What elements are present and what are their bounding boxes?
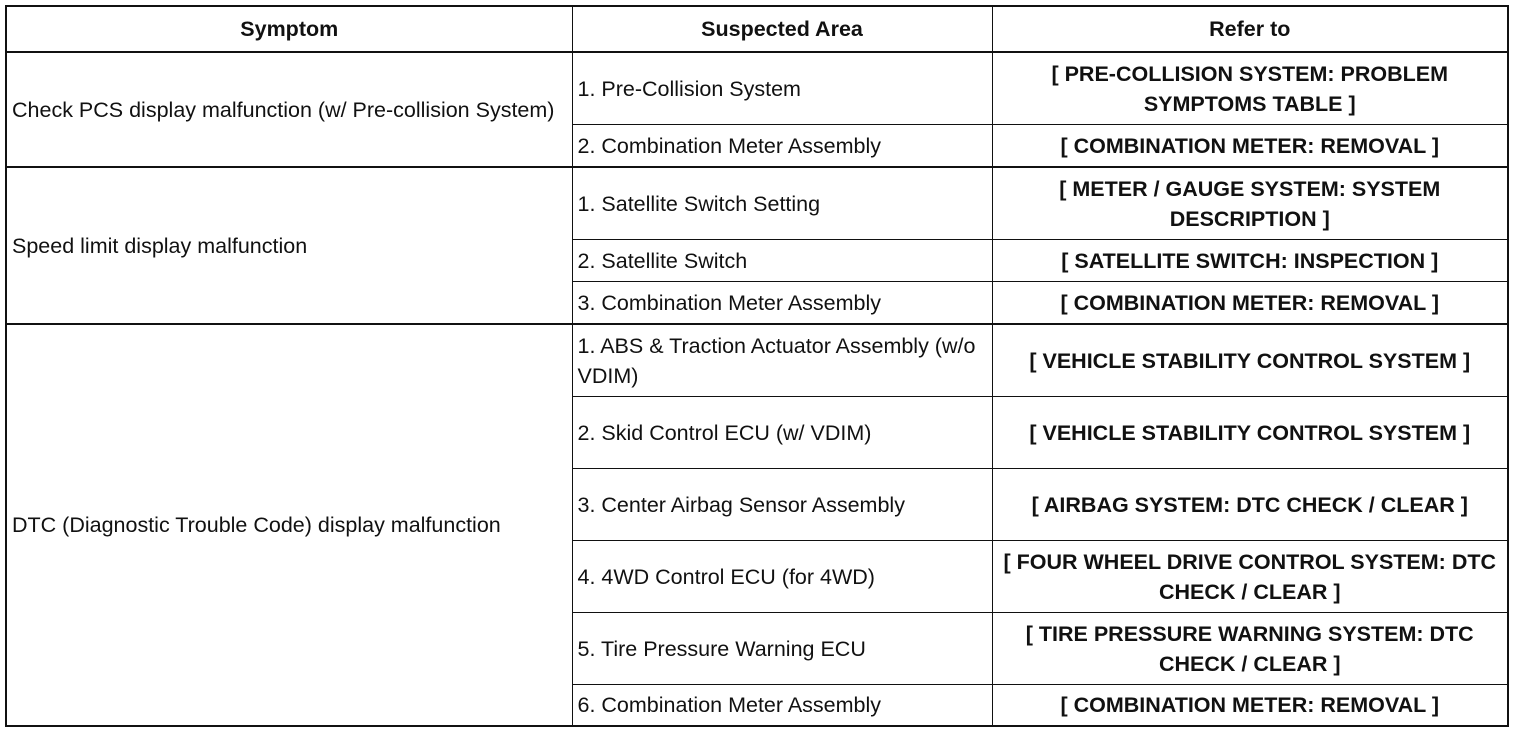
symptom-cell: DTC (Diagnostic Trouble Code) display malfunction (6, 324, 572, 726)
table-row (6, 167, 1508, 240)
suspected-area-cell: 1. ABS & Traction Actuator Assembly (w/o VDIM) (572, 324, 992, 397)
suspected-area-cell: 3. Center Airbag Sensor Assembly (572, 469, 992, 541)
problem-symptoms-table (5, 5, 1509, 727)
symptom-cell: Check PCS display malfunction (w/ Pre-collision System) (6, 52, 572, 167)
suspected-area-cell: 1. Satellite Switch Setting (572, 167, 992, 240)
suspected-area-cell: 6. Combination Meter Assembly (572, 685, 992, 727)
suspected-area-cell: 2. Skid Control ECU (w/ VDIM) (572, 397, 992, 469)
header-suspected-area: Suspected Area (572, 6, 992, 52)
symptom-table-container (5, 5, 1507, 727)
refer-link[interactable]: [ PRE-COLLISION SYSTEM: PROBLEM SYMPTOMS TABLE ] (992, 52, 1508, 125)
table-row (6, 52, 1508, 125)
refer-link[interactable]: [ VEHICLE STABILITY CONTROL SYSTEM ] (992, 397, 1508, 469)
suspected-area-cell: 4. 4WD Control ECU (for 4WD) (572, 541, 992, 613)
refer-link[interactable]: [ FOUR WHEEL DRIVE CONTROL SYSTEM: DTC CHECK / CLEAR ] (992, 541, 1508, 613)
refer-link[interactable]: [ COMBINATION METER: REMOVAL ] (992, 125, 1508, 168)
header-row (6, 6, 1508, 52)
suspected-area-cell: 3. Combination Meter Assembly (572, 282, 992, 325)
refer-link[interactable]: [ METER / GAUGE SYSTEM: SYSTEM DESCRIPTION ] (992, 167, 1508, 240)
header-symptom: Symptom (6, 6, 572, 52)
refer-link[interactable]: [ TIRE PRESSURE WARNING SYSTEM: DTC CHECK / CLEAR ] (992, 613, 1508, 685)
suspected-area-cell: 1. Pre-Collision System (572, 52, 992, 125)
header-refer-to: Refer to (992, 6, 1508, 52)
refer-link[interactable]: [ COMBINATION METER: REMOVAL ] (992, 282, 1508, 325)
refer-link[interactable]: [ COMBINATION METER: REMOVAL ] (992, 685, 1508, 727)
table-row (6, 324, 1508, 397)
suspected-area-cell: 2. Combination Meter Assembly (572, 125, 992, 168)
symptom-cell: Speed limit display malfunction (6, 167, 572, 324)
suspected-area-cell: 2. Satellite Switch (572, 240, 992, 282)
refer-link[interactable]: [ SATELLITE SWITCH: INSPECTION ] (992, 240, 1508, 282)
refer-link[interactable]: [ AIRBAG SYSTEM: DTC CHECK / CLEAR ] (992, 469, 1508, 541)
suspected-area-cell: 5. Tire Pressure Warning ECU (572, 613, 992, 685)
refer-link[interactable]: [ VEHICLE STABILITY CONTROL SYSTEM ] (992, 324, 1508, 397)
